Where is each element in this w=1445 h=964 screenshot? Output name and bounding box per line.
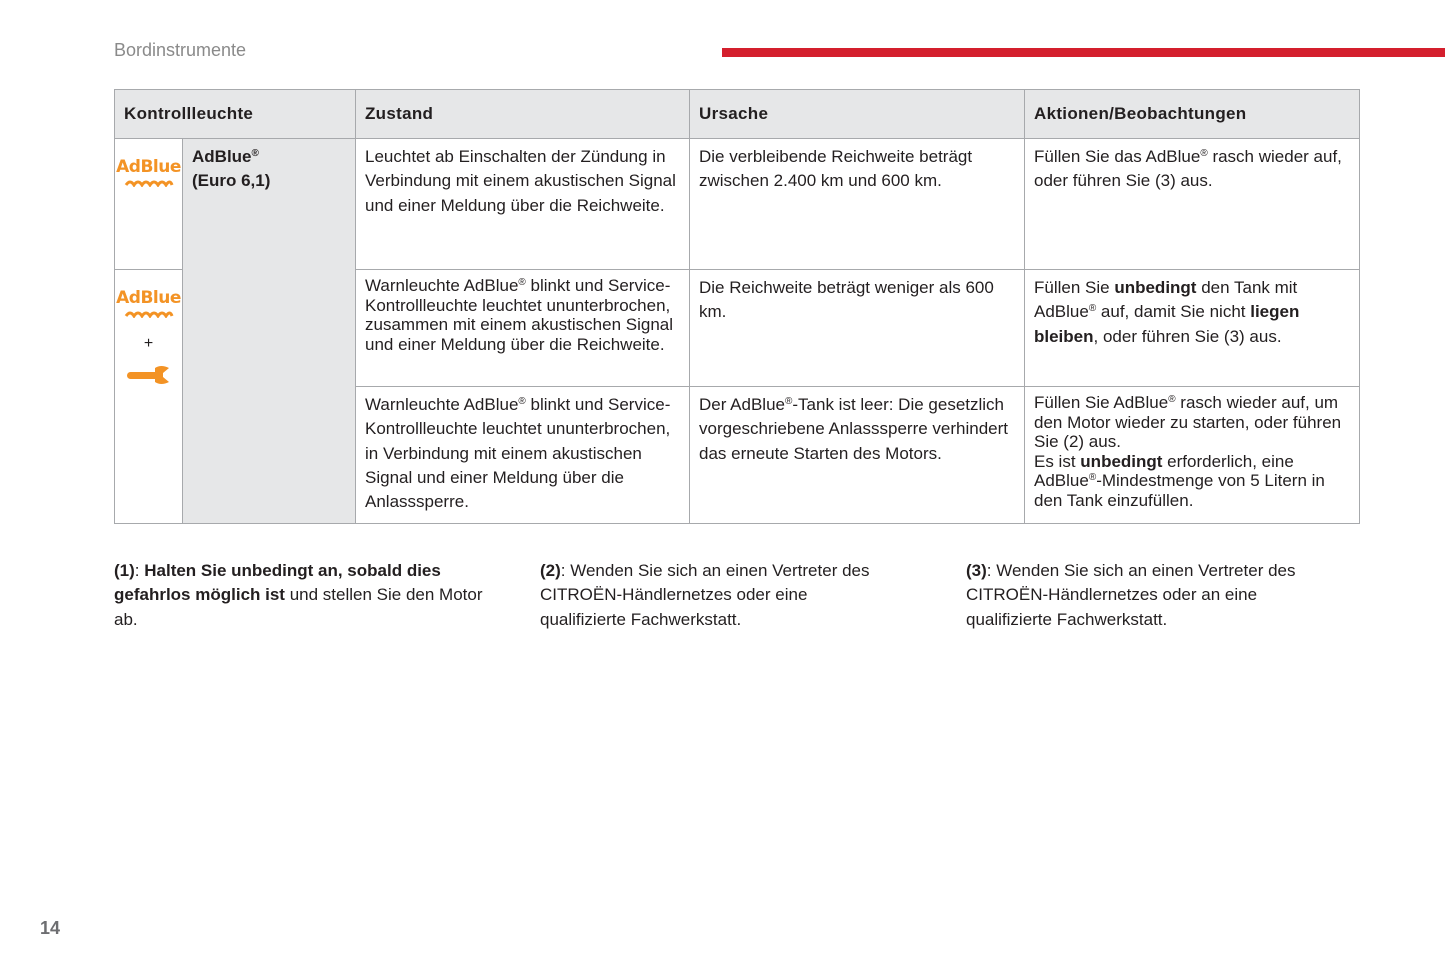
text-segment: blinkt und Service-Kontrollleuchte leuchtet ununterbrochen, in Verbindung mit einem akustischen Signal und einer Meldung über die Anlasssperre. xyxy=(365,395,671,512)
text-segment: Der AdBlue xyxy=(699,395,785,414)
text-segment: unbedingt xyxy=(1114,278,1197,297)
text-segment: liegen bleiben xyxy=(1034,302,1300,346)
text-segment: (Euro 6,1) xyxy=(192,171,271,191)
registered-mark: ® xyxy=(785,396,793,407)
footnote-2 xyxy=(540,559,890,632)
adblue-warning-icon: AdBlue xyxy=(116,157,181,177)
text-segment: Füllen Sie xyxy=(1034,278,1115,297)
registered-mark: ® xyxy=(251,148,259,159)
text-segment: (1) xyxy=(114,561,135,580)
zustand-cell xyxy=(356,139,690,270)
table-row xyxy=(115,139,1360,270)
text-segment: rasch wieder auf, um den Motor wieder zu starten, oder führen Sie (2) aus. Es ist xyxy=(1034,393,1342,471)
text-segment: -Tank ist leer: Die gesetzlich vorgeschriebene Anlasssperre verhindert das erneute Starten des Motors. xyxy=(699,395,1009,463)
text-segment: Halten Sie unbedingt an, sobald dies gefahrlos möglich ist xyxy=(114,561,441,605)
wrench-icon xyxy=(125,365,173,385)
text-segment: : Wenden Sie sich an einen Vertreter des CITROËN-Händlernetzes oder an eine qualifizierte Fachwerkstatt. xyxy=(966,561,1296,629)
header-ursache: Ursache xyxy=(690,90,1025,139)
text-segment: Die Reichweite beträgt weniger als 600 km. xyxy=(699,278,994,322)
aktionen-cell xyxy=(1025,387,1360,524)
page-number: 14 xyxy=(40,918,61,938)
icon-cell xyxy=(115,270,183,524)
plus-sign: + xyxy=(143,335,154,353)
header-kontrollleuchte: Kontrollleuchte xyxy=(115,90,356,139)
text-segment: Leuchtet ab Einschalten der Zündung in Verbindung mit einem akustischen Signal und einer Meldung über die Reichweite. xyxy=(365,147,676,215)
zustand-cell xyxy=(356,270,690,387)
accent-bar xyxy=(722,48,1445,57)
section-title: Bordinstrumente xyxy=(114,40,247,60)
text-segment: (2) xyxy=(540,561,561,580)
header-aktionen: Aktionen/Beobachtungen xyxy=(1025,90,1360,139)
registered-mark: ® xyxy=(1088,472,1097,483)
zustand-cell xyxy=(356,387,690,524)
ursache-cell xyxy=(690,387,1025,524)
wave-icon xyxy=(124,310,174,318)
ursache-cell xyxy=(690,139,1025,270)
text-segment: und stellen Sie den Motor ab. xyxy=(114,585,483,629)
text-segment: Warnleuchte AdBlue xyxy=(365,276,519,295)
registered-mark: ® xyxy=(518,396,526,407)
text-segment: Die verbleibende Reichweite beträgt zwischen 2.400 km und 600 km. xyxy=(699,147,973,191)
table-header-row xyxy=(115,90,1360,139)
text-segment: Füllen Sie das AdBlue xyxy=(1034,147,1201,166)
text-segment: unbedingt xyxy=(1080,451,1163,471)
footnote-1 xyxy=(114,559,484,632)
icon-cell xyxy=(115,139,183,270)
warning-light-table xyxy=(114,89,1360,524)
text-segment: erforderlich, eine AdBlue xyxy=(1034,451,1294,490)
text-segment: -Mindestmenge von 5 Litern in den Tank einzufüllen. xyxy=(1034,471,1325,510)
header-zustand: Zustand xyxy=(356,90,690,139)
text-segment: rasch wieder auf, oder führen Sie (3) aus. xyxy=(1034,147,1342,191)
text-segment: Füllen Sie AdBlue xyxy=(1034,393,1169,412)
text-segment: (3) xyxy=(966,561,987,580)
registered-mark: ® xyxy=(1168,394,1176,405)
aktionen-cell xyxy=(1025,270,1360,387)
aktionen-cell xyxy=(1025,139,1360,270)
text-segment: den Tank mit AdBlue xyxy=(1034,278,1298,322)
text-segment: auf, damit Sie nicht xyxy=(1096,302,1251,322)
wave-icon xyxy=(124,179,174,187)
text-segment: blinkt und Service-Kontrollleuchte leuchtet ununterbrochen, zusammen mit einem akustischen Signal und einer Meldung über die Reichweite. xyxy=(365,276,674,354)
footnote-3 xyxy=(966,559,1336,632)
light-name xyxy=(183,139,356,524)
registered-mark: ® xyxy=(518,277,526,288)
text-segment: , oder führen Sie (3) aus. xyxy=(1093,326,1282,346)
text-segment: : Wenden Sie sich an einen Vertreter des CITROËN-Händlernetzes oder eine qualifizierte Fachwerkstatt. xyxy=(540,561,870,629)
text-segment: Warnleuchte AdBlue xyxy=(365,395,519,414)
adblue-warning-icon: AdBlue xyxy=(116,288,181,308)
registered-mark: ® xyxy=(1200,148,1208,159)
text-segment: AdBlue xyxy=(192,147,252,166)
text-segment: : xyxy=(134,561,145,580)
registered-mark: ® xyxy=(1088,303,1097,315)
ursache-cell xyxy=(690,270,1025,387)
